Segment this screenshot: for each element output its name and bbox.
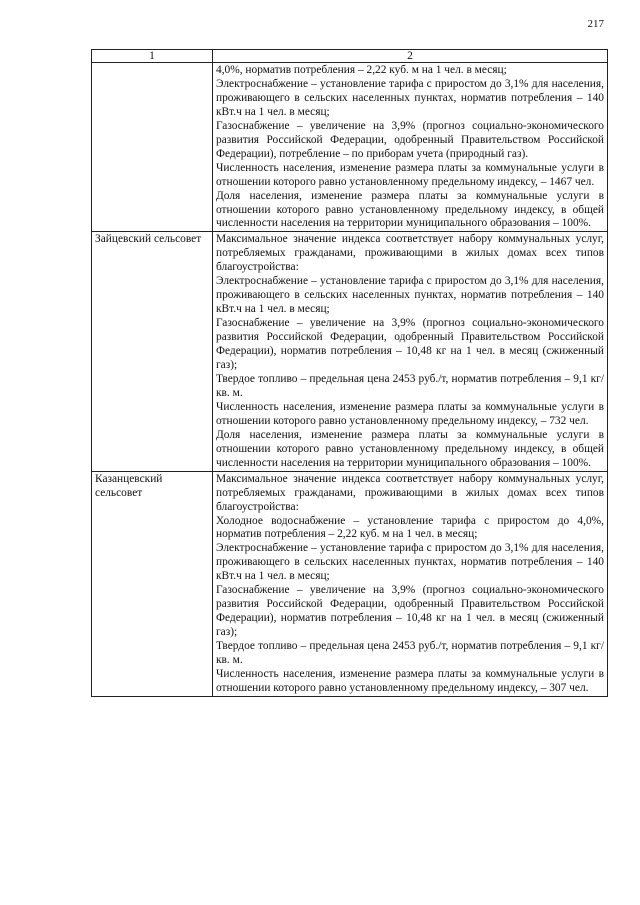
column-header-2: 2: [213, 50, 608, 63]
table-header-row: [92, 50, 608, 63]
description-cell: [213, 232, 608, 471]
description-paragraph: Численность населения, изменение размера платы за коммунальные услуги в отношении которого равно установленному предельному индексу, – 1467 чел.: [216, 161, 604, 188]
description-paragraph: Максимальное значение индекса соответствует набору коммунальных услуг, потребляемых гражданами, проживающими в жилых домах всех типов благоустройства:: [216, 233, 604, 274]
description-paragraph: Твердое топливо – предельная цена 2453 руб./т, норматив потребления – 9,1 кг/кв. м.: [216, 372, 604, 399]
description-paragraph: Газоснабжение – увеличение на 3,9% (прогноз социально-экономического развития Российской Федерации, одобренный Правительством Российской Федерации), норматив потребления – 10,48 кг на 1 чел. в месяц (сжиженный газ);: [216, 317, 604, 372]
description-paragraph: Численность населения, изменение размера платы за коммунальные услуги в отношении которого равно установленному предельному индексу, – 307 чел.: [216, 667, 604, 694]
table-row: [92, 232, 608, 471]
description-paragraph: Численность населения, изменение размера платы за коммунальные услуги в отношении которого равно установленному предельному индексу, – 732 чел.: [216, 400, 604, 427]
description-paragraph: Доля населения, изменение размера платы за коммунальные услуги в отношении которого равно установленному предельному индексу, в общей численности населения на территории муниципального образования – 100%.: [216, 428, 604, 469]
description-paragraph: Максимальное значение индекса соответствует набору коммунальных услуг, потребляемых гражданами, проживающими в жилых домах всех типов благоустройства:: [216, 472, 604, 513]
description-paragraph: Электроснабжение – установление тарифа с приростом до 3,1% для населения, проживающего в сельских населенных пунктах, норматив потребления – 140 кВт.ч на 1 чел. в месяц;: [216, 77, 604, 118]
municipality-name-cell: [92, 63, 213, 232]
description-paragraph: Твердое топливо – предельная цена 2453 руб./т, норматив потребления – 9,1 кг/кв. м.: [216, 640, 604, 667]
municipality-name-cell: Зайцевский сельсовет: [92, 232, 213, 471]
description-paragraph: 4,0%, норматив потребления – 2,22 куб. м на 1 чел. в месяц;: [216, 64, 507, 76]
municipality-name-cell: Казанцевский сельсовет: [92, 471, 213, 696]
table-row: [92, 63, 608, 232]
description-paragraph: Газоснабжение – увеличение на 3,9% (прогноз социально-экономического развития Российской Федерации, одобренный Правительством Российской Федерации), потребление – по приборам учета (природный газ).: [216, 119, 604, 160]
page-number: 217: [587, 18, 604, 30]
tariff-table: [91, 49, 608, 697]
description-cell: [213, 471, 608, 696]
description-paragraph: Холодное водоснабжение – установление тарифа с приростом до 4,0%, норматив потребления – 2,22 куб. м на 1 чел. в месяц;: [216, 514, 604, 541]
column-header-1: 1: [92, 50, 213, 63]
table-row: [92, 471, 608, 696]
description-paragraph: Электроснабжение – установление тарифа с приростом до 3,1% для населения, проживающего в сельских населенных пунктах, норматив потребления – 140 кВт.ч на 1 чел. в месяц;: [216, 542, 604, 583]
description-paragraph: Электроснабжение – установление тарифа с приростом до 3,1% для населения, проживающего в сельских населенных пунктах, норматив потребления – 140 кВт.ч на 1 чел. в месяц;: [216, 275, 604, 316]
description-cell: [213, 63, 608, 232]
description-paragraph: Газоснабжение – увеличение на 3,9% (прогноз социально-экономического развития Российской Федерации, одобренный Правительством Российской Федерации), норматив потребления – 10,48 кг на 1 чел. в месяц (сжиженный газ);: [216, 584, 604, 639]
description-paragraph: Доля населения, изменение размера платы за коммунальные услуги в отношении которого равно установленному предельному индексу, в общей численности населения на территории муниципального образования – 100%.: [216, 189, 604, 230]
